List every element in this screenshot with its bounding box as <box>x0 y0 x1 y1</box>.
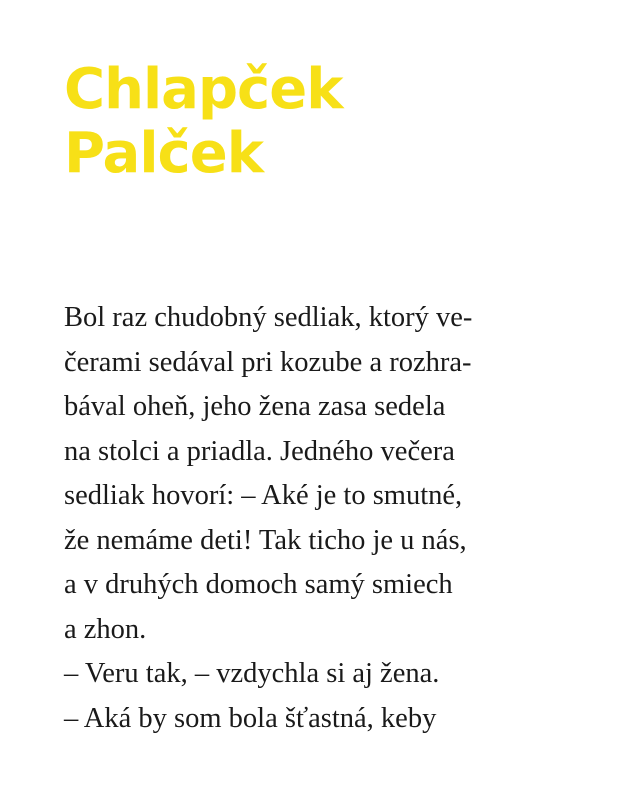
text-line: čerami sedával pri kozube a rozhra- <box>64 346 472 378</box>
text-line: bával oheň, jeho žena zasa sedela <box>64 391 446 422</box>
text-line: – Aká by som bola šťastná, keby <box>64 702 437 734</box>
text-line: Bol raz chudobný sedliak, ktorý ve- <box>64 302 473 333</box>
story-title-line-2: Palček <box>64 121 263 186</box>
story-title <box>64 58 342 186</box>
text-line: že nemáme deti! Tak ticho je u nás, <box>64 524 467 556</box>
text-line: na stolci a priadla. Jedného večera <box>64 435 455 467</box>
text-line: sedliak hovorí: – Aké je to smutné, <box>64 480 463 511</box>
story-title-line-1: Chlapček <box>64 57 343 122</box>
story-text <box>64 296 584 741</box>
text-line: a zhon. <box>64 613 147 645</box>
text-line: a v druhých domoch samý smiech <box>64 569 453 600</box>
text-line: – Veru tak, – vzdychla si aj žena. <box>64 658 440 689</box>
